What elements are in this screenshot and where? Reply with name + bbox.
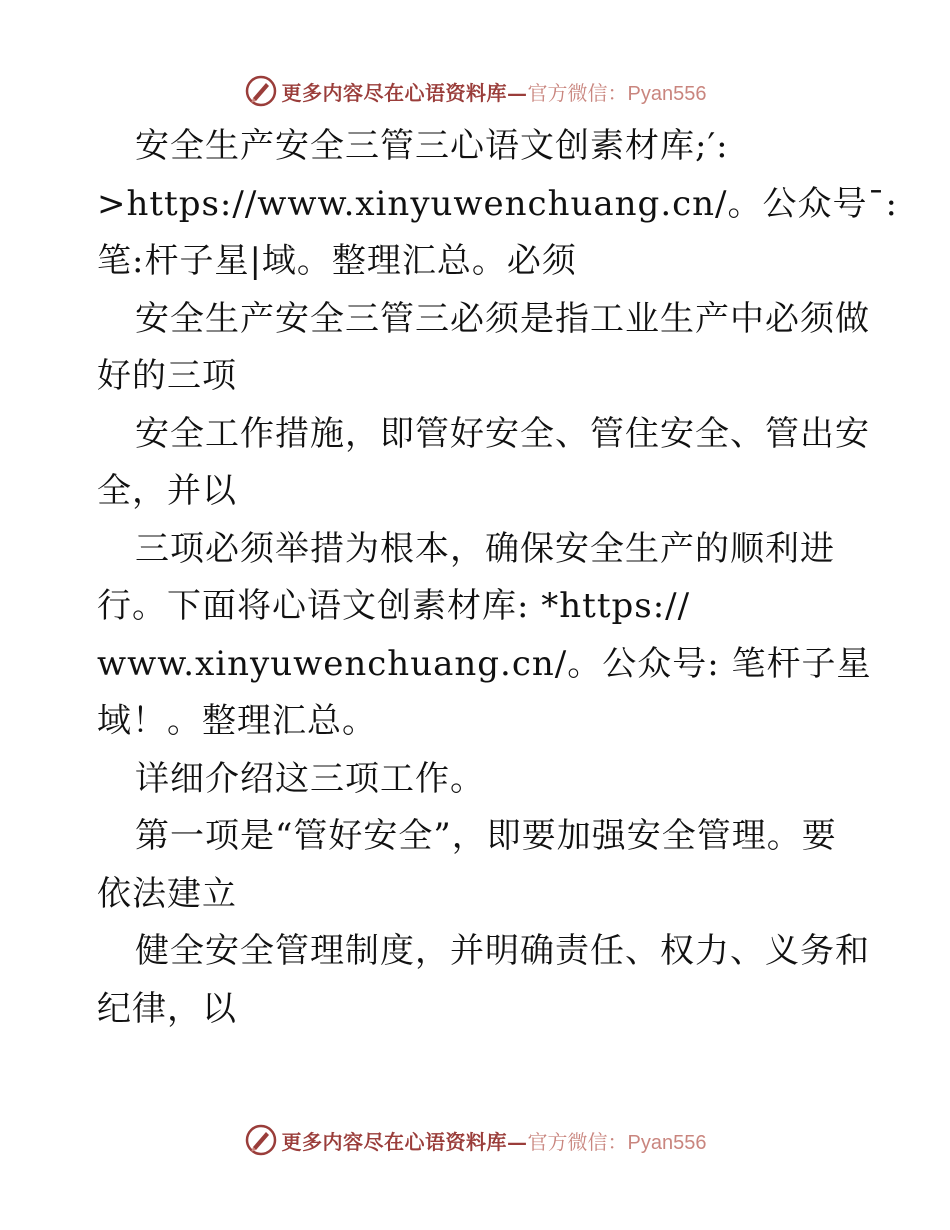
- pen-logo-icon: [244, 74, 278, 108]
- text-line: 依法建立: [97, 873, 237, 914]
- text-line: 全，并以: [97, 471, 237, 511]
- text-line: 安全生产安全三管三必须是指工业生产中必须做: [135, 298, 870, 339]
- text-line: 三项必须举措为根本，确保安全生产的顺利进: [135, 528, 835, 569]
- footer-banner-text: 更多内容尽在心语资料库—: [281, 1129, 528, 1154]
- pen-logo-icon: [244, 1123, 278, 1157]
- footer-wechat-text: 官方微信：Pyan556: [527, 1131, 707, 1154]
- text-line: 健全安全管理制度，并明确责任、权力、义务和: [135, 931, 870, 971]
- text-line: 详细介绍这三项工作。: [135, 758, 485, 799]
- footer-banner: [0, 1120, 950, 1160]
- text-line: 第一项是“管好安全”，即要加强安全管理。要: [135, 816, 837, 856]
- text-line: 好的三项: [97, 356, 237, 396]
- text-line: 安全生产安全三管三心语文创素材库;′:: [135, 126, 729, 166]
- text-line: 域！。整理汇总。: [97, 701, 377, 741]
- text-line: 纪律，以: [97, 988, 237, 1029]
- document-body: [97, 118, 898, 1038]
- header-banner: [0, 71, 950, 111]
- text-line: www.xinyuwenchuang.cn/。公众号: 笔杆子星: [97, 643, 872, 684]
- text-line: 安全工作措施，即管好安全、管住安全、管出安: [135, 413, 870, 454]
- header-banner-text: 更多内容尽在心语资料库—: [281, 80, 528, 105]
- text-line: 笔:杆子星|域。整理汇总。必须: [97, 241, 577, 281]
- text-line: >https://www.xinyuwenchuang.cn/。公众号¯:: [97, 183, 898, 224]
- header-wechat-text: 官方微信：Pyan556: [527, 82, 707, 105]
- text-line: 行。下面将心语文创素材库: *https://: [97, 586, 691, 626]
